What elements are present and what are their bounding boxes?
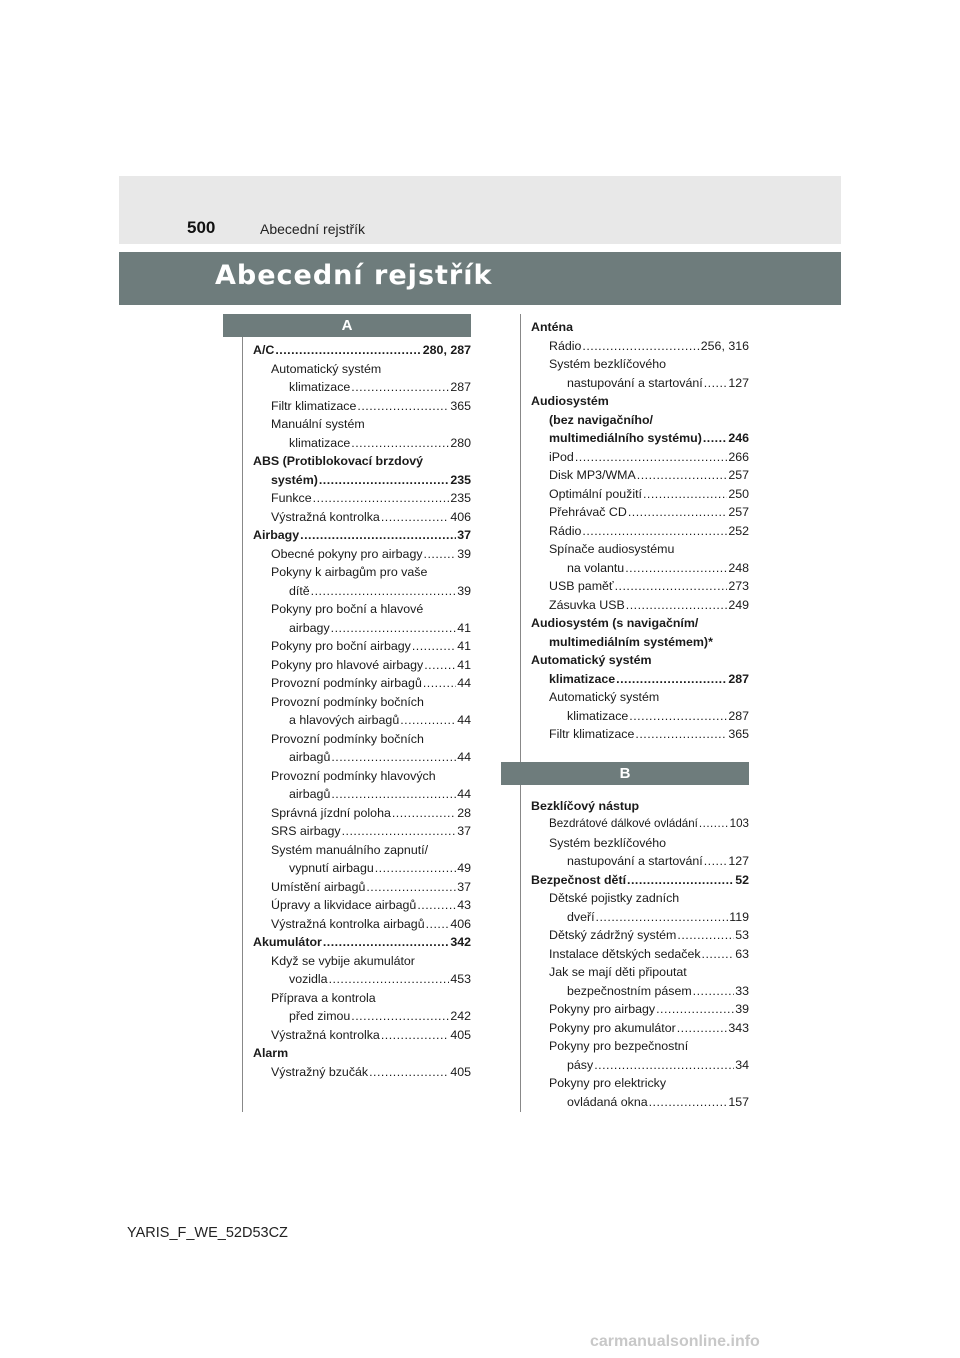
index-entry-term: Airbagy — [253, 528, 300, 542]
index-entry-term: bezpečnostním pásem — [567, 983, 692, 998]
index-entry-term: Spínače audiosystému — [549, 542, 675, 556]
index-entry — [253, 952, 471, 971]
index-entry-term: Správná jízdní poloha — [271, 805, 391, 820]
dot-leader — [637, 466, 728, 485]
index-entry-page: 257 — [728, 505, 749, 519]
index-entries-right-b — [531, 797, 749, 1112]
index-entry — [253, 989, 471, 1008]
index-entry — [253, 878, 471, 897]
index-entry-page: 257 — [728, 468, 749, 482]
dot-leader — [704, 374, 728, 393]
index-entry — [531, 448, 749, 467]
section-header-b: B — [501, 762, 749, 785]
index-entry-term: SRS airbagy — [271, 824, 341, 838]
page-title: Abecední rejstřík — [215, 260, 493, 291]
index-entry-page: 44 — [457, 713, 471, 727]
index-entries-right-a — [531, 318, 749, 744]
dot-leader — [369, 1063, 449, 1082]
index-entry — [253, 785, 471, 804]
index-entry-page: 248 — [728, 560, 749, 575]
index-entry-term: nastupování a startování — [567, 854, 703, 868]
index-entry-page: 246 — [728, 431, 749, 445]
dot-leader — [351, 434, 449, 453]
dot-leader — [628, 503, 728, 522]
index-entry — [531, 429, 749, 448]
index-entry-page: 127 — [728, 375, 749, 390]
index-entry — [531, 725, 749, 744]
dot-leader — [677, 926, 734, 945]
index-entry-term: Výstražná kontrolka — [271, 509, 380, 524]
index-entry-term: multimediálního systému) — [549, 431, 702, 445]
index-entry — [253, 693, 471, 712]
index-entry-term: airbagů — [289, 750, 331, 764]
index-entry-term: Filtr klimatizace — [549, 727, 635, 741]
index-entry-term: airbagů — [289, 787, 331, 801]
index-entry-page: 280 — [450, 435, 471, 450]
dot-leader — [699, 815, 729, 834]
index-entry — [253, 748, 471, 767]
title-bar — [119, 252, 841, 305]
index-entry — [253, 1007, 471, 1026]
index-entry-term: iPod — [549, 449, 574, 464]
index-entry-term: Příprava a kontrola — [271, 990, 376, 1005]
dot-leader — [329, 970, 450, 989]
index-entry-term: klimatizace — [289, 435, 351, 450]
index-entry-page: 44 — [457, 787, 471, 801]
dot-leader — [423, 674, 456, 693]
dot-leader — [351, 1007, 449, 1026]
index-entry-term: Anténa — [531, 320, 573, 334]
index-entry — [531, 1074, 749, 1093]
header-band — [119, 176, 841, 244]
index-entry — [253, 711, 471, 730]
dot-leader — [702, 945, 735, 964]
index-entry-term: nastupování a startování — [567, 375, 703, 390]
index-entry-page: 41 — [457, 639, 471, 653]
dot-leader — [331, 785, 456, 804]
index-entry — [531, 540, 749, 559]
index-entry — [531, 633, 749, 652]
running-title: Abecední rejstřík — [260, 221, 366, 237]
dot-leader — [629, 707, 727, 726]
index-entry — [253, 1026, 471, 1045]
dot-leader — [424, 545, 457, 564]
index-entry — [531, 908, 749, 927]
section-header-a: A — [223, 314, 471, 337]
index-entry-page: 28 — [457, 805, 471, 820]
index-entries-left — [253, 341, 471, 1081]
index-entry-page: 103 — [729, 817, 749, 830]
index-entry-page: 406 — [450, 509, 471, 524]
index-entry-term: na volantu — [567, 560, 625, 575]
index-entry-page: 52 — [735, 872, 749, 887]
dot-leader — [381, 508, 450, 527]
index-entry-term: Dětský zádržný systém — [549, 928, 677, 942]
dot-leader — [616, 670, 727, 689]
index-entry-term: ovládaná okna — [567, 1094, 648, 1109]
index-entry-term: Automatický systém — [271, 361, 382, 376]
index-entry — [253, 415, 471, 434]
index-entry-term: Obecné pokyny pro airbagy — [271, 546, 423, 561]
index-entry — [253, 526, 471, 545]
index-entry-page: 43 — [457, 898, 471, 912]
index-entry — [253, 434, 471, 453]
index-entry — [531, 982, 749, 1001]
index-entry — [531, 411, 749, 430]
index-entry-page: 49 — [457, 861, 471, 875]
index-entry-term: Pokyny pro hlavové airbagy — [271, 657, 424, 672]
index-entry — [531, 596, 749, 615]
dot-leader — [704, 852, 728, 871]
index-entry-page: 37 — [457, 824, 471, 838]
index-entry-term: Filtr klimatizace — [271, 398, 357, 413]
index-entry — [531, 670, 749, 689]
index-entry-term: Pokyny pro akumulátor — [549, 1020, 676, 1035]
dot-leader — [693, 982, 735, 1001]
dot-leader — [635, 725, 727, 744]
index-entry-term: klimatizace — [289, 380, 351, 394]
index-entry-term: A/C — [253, 343, 275, 357]
index-entry-page: 273 — [728, 579, 749, 593]
index-entry-term: a hlavových airbagů — [289, 713, 400, 727]
index-entry-page: 157 — [728, 1094, 749, 1109]
index-entry — [531, 963, 749, 982]
index-entry-term: Pokyny pro boční a hlavové — [271, 602, 424, 616]
index-entry-term: Dětské pojistky zadních — [549, 891, 680, 905]
index-entry — [253, 508, 471, 527]
index-entry-term: Výstražná kontrolka — [271, 1027, 380, 1042]
index-entry-page: 119 — [729, 909, 749, 924]
dot-leader — [392, 804, 456, 823]
index-entry — [531, 651, 749, 670]
index-entry-term: vozidla — [289, 972, 328, 986]
index-entry-term: Přehrávač CD — [549, 505, 627, 519]
dot-leader — [311, 582, 457, 601]
index-entry-term: vypnutí airbagu — [289, 861, 374, 875]
index-entry — [531, 485, 749, 504]
index-entry — [253, 859, 471, 878]
index-entry-term: dveří — [567, 909, 595, 924]
index-entry — [253, 489, 471, 508]
dot-leader — [313, 489, 450, 508]
index-entry — [253, 933, 471, 952]
index-entry-page: 41 — [457, 657, 471, 672]
dot-leader — [703, 429, 727, 448]
index-entry-term: Provozní podmínky airbagů — [271, 676, 422, 690]
index-entry-page: 250 — [728, 486, 749, 501]
index-entry-term: Bezklíčový nástup — [531, 798, 640, 813]
dot-leader — [626, 596, 728, 615]
index-entry — [253, 563, 471, 582]
index-entry-term: Systém manuálního zapnutí/ — [271, 842, 429, 857]
index-entry — [253, 1044, 471, 1063]
index-entry-term: Pokyny pro elektricky — [549, 1076, 667, 1090]
index-entry-term: dítě — [289, 583, 310, 598]
index-entry-page: 33 — [735, 983, 749, 998]
index-entry-page: 405 — [450, 1027, 471, 1042]
index-entry-term: Alarm — [253, 1046, 289, 1060]
index-entry-term: Pokyny k airbagům pro vaše — [271, 565, 428, 579]
dot-leader — [400, 711, 456, 730]
index-entry — [253, 471, 471, 490]
index-entry — [253, 970, 471, 989]
dot-leader — [323, 933, 449, 952]
index-entry-page: 287 — [728, 708, 749, 723]
index-entry — [531, 871, 749, 890]
dot-leader — [575, 448, 728, 467]
dot-leader — [417, 896, 456, 915]
index-entry-term: Funkce — [271, 491, 312, 505]
index-entry — [531, 355, 749, 374]
index-column-right — [531, 318, 749, 1111]
dot-leader — [596, 908, 729, 927]
index-entry-page: 342 — [450, 935, 471, 949]
index-entry-page: 365 — [450, 398, 471, 413]
index-entry-page: 406 — [450, 916, 471, 931]
index-entry-term: Audiosystém — [531, 394, 609, 408]
index-entry-term: klimatizace — [567, 708, 629, 723]
index-entry — [531, 1093, 749, 1112]
index-entry-page: 37 — [457, 879, 471, 894]
index-entry — [531, 374, 749, 393]
index-entry — [531, 834, 749, 853]
index-entry — [253, 378, 471, 397]
dot-leader — [677, 1019, 728, 1038]
index-entry-term: Rádio — [549, 338, 582, 353]
index-entry-page: 235 — [450, 491, 471, 505]
dot-leader — [615, 577, 728, 596]
index-entry — [253, 600, 471, 619]
index-entry-term: před zimou — [289, 1009, 351, 1023]
index-entry-page: 39 — [457, 546, 471, 561]
index-entry-term: Pokyny pro boční airbagy — [271, 639, 411, 653]
dot-leader — [643, 485, 727, 504]
index-entry-page: 44 — [457, 676, 471, 690]
index-entry — [531, 614, 749, 633]
footer-code: YARIS_F_WE_52D53CZ — [127, 1225, 288, 1241]
index-entry-page: 242 — [450, 1009, 471, 1023]
index-entry-page: 256, 316 — [700, 338, 749, 353]
index-entry-term: Automatický systém — [531, 653, 652, 667]
index-entry-term: multimediálním systémem)* — [549, 634, 713, 649]
index-entry-term: Akumulátor — [253, 935, 322, 949]
index-entry-page: 63 — [735, 946, 749, 961]
index-entry-term: Bezpečnost dětí — [531, 872, 627, 887]
dot-leader — [342, 822, 457, 841]
dot-leader — [412, 637, 456, 656]
index-entry-page: 41 — [457, 620, 471, 635]
index-entry-page: 34 — [735, 1057, 749, 1072]
index-entry-term: airbagy — [289, 620, 330, 635]
index-entry — [253, 674, 471, 693]
index-entry — [531, 503, 749, 522]
dot-leader — [582, 337, 699, 356]
index-entry — [531, 889, 749, 908]
index-entry-page: 365 — [728, 727, 749, 741]
index-entry — [253, 804, 471, 823]
column-divider-right — [520, 314, 521, 1112]
index-entry — [531, 815, 749, 834]
dot-leader — [331, 748, 456, 767]
index-entry-page: 343 — [728, 1020, 749, 1035]
index-entry-term: Automatický systém — [549, 690, 660, 704]
index-entry-term: Optimální použití — [549, 486, 642, 501]
dot-leader — [357, 397, 449, 416]
index-entry-term: Rádio — [549, 523, 582, 538]
index-entry-term: Provozní podmínky bočních — [271, 694, 424, 709]
index-entry-term: Pokyny pro bezpečnostní — [549, 1039, 689, 1053]
index-entry-page: 44 — [457, 750, 471, 764]
index-entry-page: 39 — [457, 583, 471, 598]
index-entry — [531, 1019, 749, 1038]
index-entry-page: 405 — [450, 1064, 471, 1079]
index-entry-term: Audiosystém (s navigačním/ — [531, 616, 699, 630]
index-entry — [253, 619, 471, 638]
dot-leader — [366, 878, 456, 897]
index-entry — [531, 707, 749, 726]
dot-leader — [319, 471, 449, 490]
index-entry-page: 39 — [735, 1002, 749, 1016]
index-entry — [531, 945, 749, 964]
index-entry — [253, 841, 471, 860]
dot-leader — [275, 341, 421, 360]
index-entry — [531, 466, 749, 485]
index-entry — [253, 767, 471, 786]
dot-leader — [381, 1026, 450, 1045]
index-entry — [531, 337, 749, 356]
index-entry — [253, 360, 471, 379]
index-entry-term: Provozní podmínky bočních — [271, 731, 424, 746]
index-entry — [253, 896, 471, 915]
index-entry — [531, 318, 749, 337]
index-entry-term: Výstražný bzučák — [271, 1064, 369, 1079]
index-entry-term: Instalace dětských sedaček — [549, 946, 701, 961]
index-entry — [253, 397, 471, 416]
index-entry-term: USB paměť — [549, 579, 614, 593]
index-entry — [531, 559, 749, 578]
dot-leader — [331, 619, 457, 638]
index-entry — [531, 852, 749, 871]
index-entry-page: 266 — [728, 449, 749, 464]
index-entry-page: 453 — [450, 972, 471, 986]
index-entry — [253, 730, 471, 749]
index-entry-term: Systém bezklíčového — [549, 357, 667, 371]
index-entry-term: Jak se mají děti připoutat — [549, 965, 687, 979]
index-entry — [253, 582, 471, 601]
index-entry-term: Pokyny pro airbagy — [549, 1002, 656, 1016]
index-entry-term: Zásuvka USB — [549, 597, 625, 612]
index-entry — [253, 915, 471, 934]
index-entry-page: 249 — [728, 597, 749, 612]
index-entry-term: Provozní podmínky hlavových — [271, 768, 436, 783]
index-entry — [531, 797, 749, 816]
page-number: 500 — [187, 218, 216, 237]
index-entry-page: 53 — [735, 928, 749, 942]
index-entry — [253, 656, 471, 675]
index-entry-term: ABS (Protiblokovací brzdový — [253, 454, 424, 468]
dot-leader — [656, 1000, 734, 1019]
dot-leader — [424, 656, 456, 675]
index-entry-term: pásy — [567, 1057, 594, 1072]
index-entry-term: Výstražná kontrolka airbagů — [271, 916, 425, 931]
index-entry — [253, 545, 471, 564]
index-entry-page: 235 — [450, 472, 471, 487]
dot-leader — [375, 859, 456, 878]
index-entry-page: 287 — [728, 671, 749, 686]
index-entry — [531, 577, 749, 596]
index-entry — [253, 452, 471, 471]
index-entry — [531, 688, 749, 707]
index-entry-term: Úpravy a likvidace airbagů — [271, 898, 417, 912]
dot-leader — [625, 559, 727, 578]
index-entry-term: Manuální systém — [271, 417, 365, 431]
index-entry-page: 287 — [450, 380, 471, 394]
index-entry — [531, 1056, 749, 1075]
dot-leader — [594, 1056, 734, 1075]
watermark: carmanualsonline.info — [590, 1333, 760, 1350]
index-entry-term: Bezdrátové dálkové ovládání — [549, 817, 698, 830]
index-entry-page: 127 — [728, 854, 749, 868]
index-entry — [531, 1000, 749, 1019]
index-entry — [531, 1037, 749, 1056]
index-entry-term: klimatizace — [549, 671, 616, 686]
index-entry-term: Když se vybije akumulátor — [271, 953, 415, 968]
index-entry-page: 37 — [457, 528, 471, 542]
dot-leader — [426, 915, 450, 934]
index-column-left — [253, 314, 471, 1081]
dot-leader — [300, 526, 456, 545]
dot-leader — [627, 871, 734, 890]
index-entry — [253, 637, 471, 656]
index-entry-term: Disk MP3/WMA — [549, 468, 636, 482]
index-entry-term: (bez navigačního/ — [549, 412, 653, 427]
index-entry-page: 252 — [728, 523, 749, 538]
index-entry — [531, 926, 749, 945]
index-entry — [531, 392, 749, 411]
index-entry-page: 280, 287 — [422, 343, 471, 357]
dot-leader — [582, 522, 727, 541]
index-entry — [253, 341, 471, 360]
index-entry-term: systém) — [271, 472, 318, 487]
column-divider-left — [242, 314, 243, 1112]
index-entry — [253, 822, 471, 841]
index-entry-term: Umístění airbagů — [271, 879, 366, 894]
dot-leader — [351, 378, 449, 397]
index-entry — [531, 522, 749, 541]
index-entry-term: Systém bezklíčového — [549, 835, 667, 850]
index-entry — [253, 1063, 471, 1082]
dot-leader — [649, 1093, 728, 1112]
